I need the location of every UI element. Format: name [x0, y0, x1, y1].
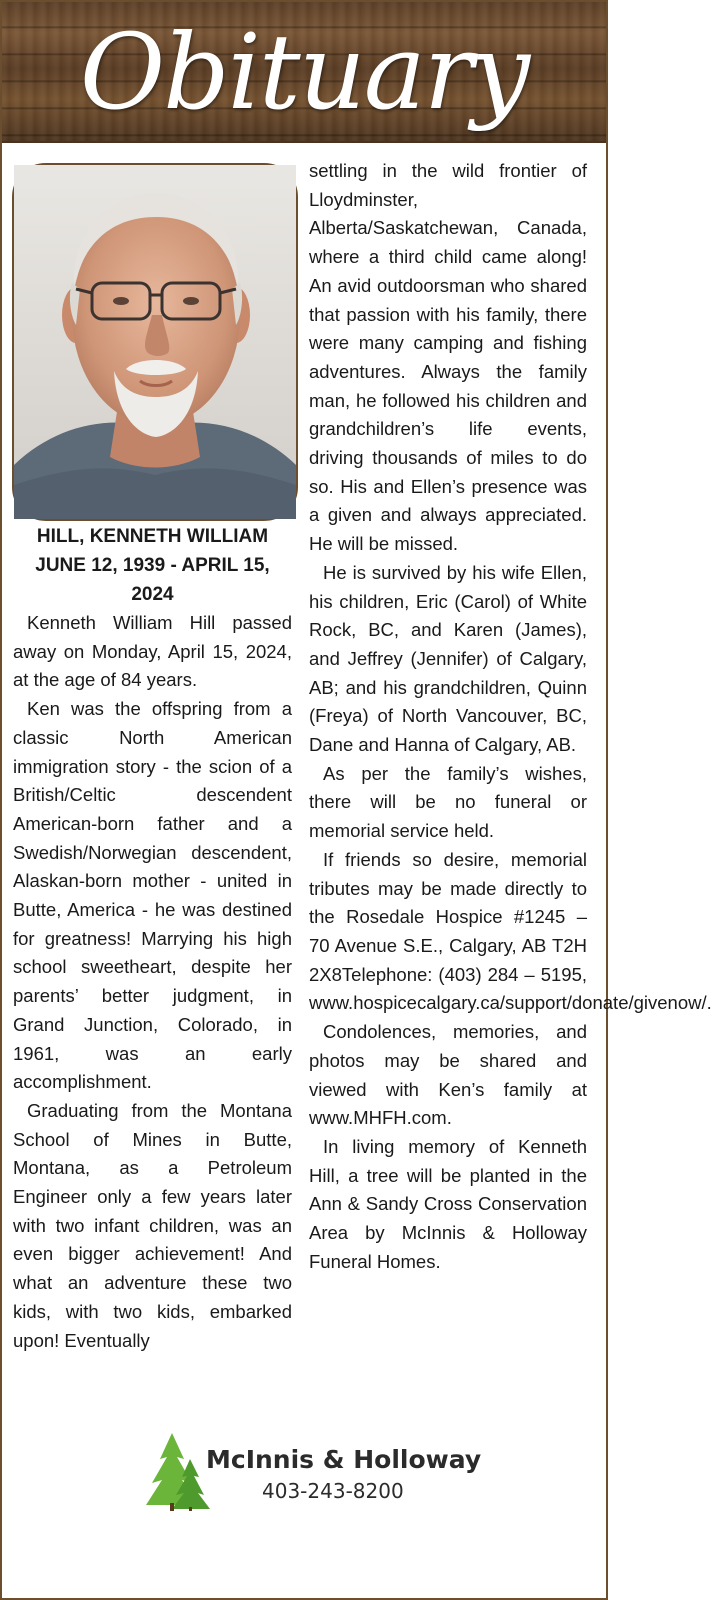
paragraph: settling in the wild frontier of Lloydminster, Alberta/Saskatchewan, Canada, where a third child came along! An avid outdoorsman who shared that passion with his family, there were many camping and fishing adventures. Always the family man, he followed his children and grandchildren’s life events, driving thousands of miles to do so. His and Ellen’s presence was a given and always appreciated. He will be missed.: [309, 160, 587, 555]
paragraph: If friends so desire, memorial tributes may be made directly to the Rosedale Hospice #1245 – 70 Avenue S.E., Calgary, AB T2H 2X8Telephone: (403) 284 – 5195, www.hospicecalgary.ca/support/donate/givenow/.: [309, 848, 712, 1014]
right-column: [309, 157, 712, 1276]
funeral-home-phone: 403-243-8200: [262, 1479, 404, 1503]
paragraph: He is survived by his wife Ellen, his children, Eric (Carol) of White Rock, BC, and Karen (James), and Jeffrey (Jennifer) of Calgary, AB; and his grandchildren, Quinn (Freya) of North Vancouver, BC, Dane and Hanna of Calgary, AB.: [309, 561, 587, 756]
left-column: [13, 522, 292, 1355]
wood-banner: [2, 2, 606, 143]
funeral-home-name: McInnis & Holloway: [206, 1445, 482, 1474]
pine-trees-icon: [142, 1429, 212, 1511]
paragraph: In living memory of Kenneth Hill, a tree will be planted in the Ann & Sandy Cross Conservation Area by McInnis & Holloway Funeral Homes.: [309, 1135, 587, 1272]
dates-heading: JUNE 12, 1939 - APRIL 15, 2024: [35, 555, 270, 605]
paragraph: As per the family’s wishes, there will be no funeral or memorial service held.: [309, 762, 587, 842]
funeral-home-logo: [142, 1427, 482, 1537]
name-heading: HILL, KENNETH WILLIAM: [36, 526, 269, 547]
paragraph: Graduating from the Montana School of Mines in Butte, Montana, as a Petroleum Engineer only a few years later with two infant children, was an even bigger achievement! And what an adventure these two kids, with two kids, embarked upon! Eventually: [13, 1099, 292, 1351]
portrait-photo: [12, 163, 298, 521]
paragraph: Kenneth William Hill passed away on Monday, April 15, 2024, at the age of 84 years.: [13, 612, 292, 691]
paragraph: Ken was the offspring from a classic North American immigration story - the scion of a British/Celtic descendent American-born father and a Swedish/Norwegian descendent, Alaskan-born mother - united in Butte, America - he was destined for greatness! Marrying his high school sweetheart, despite her parents’ better judgment, in Grand Junction, Colorado, in 1961, was an early accomplishment.: [13, 698, 292, 1093]
paragraph: Condolences, memories, and photos may be shared and viewed with Ken’s family at www.MHFH.com.: [309, 1021, 587, 1129]
banner-title: Obituary: [79, 10, 529, 133]
